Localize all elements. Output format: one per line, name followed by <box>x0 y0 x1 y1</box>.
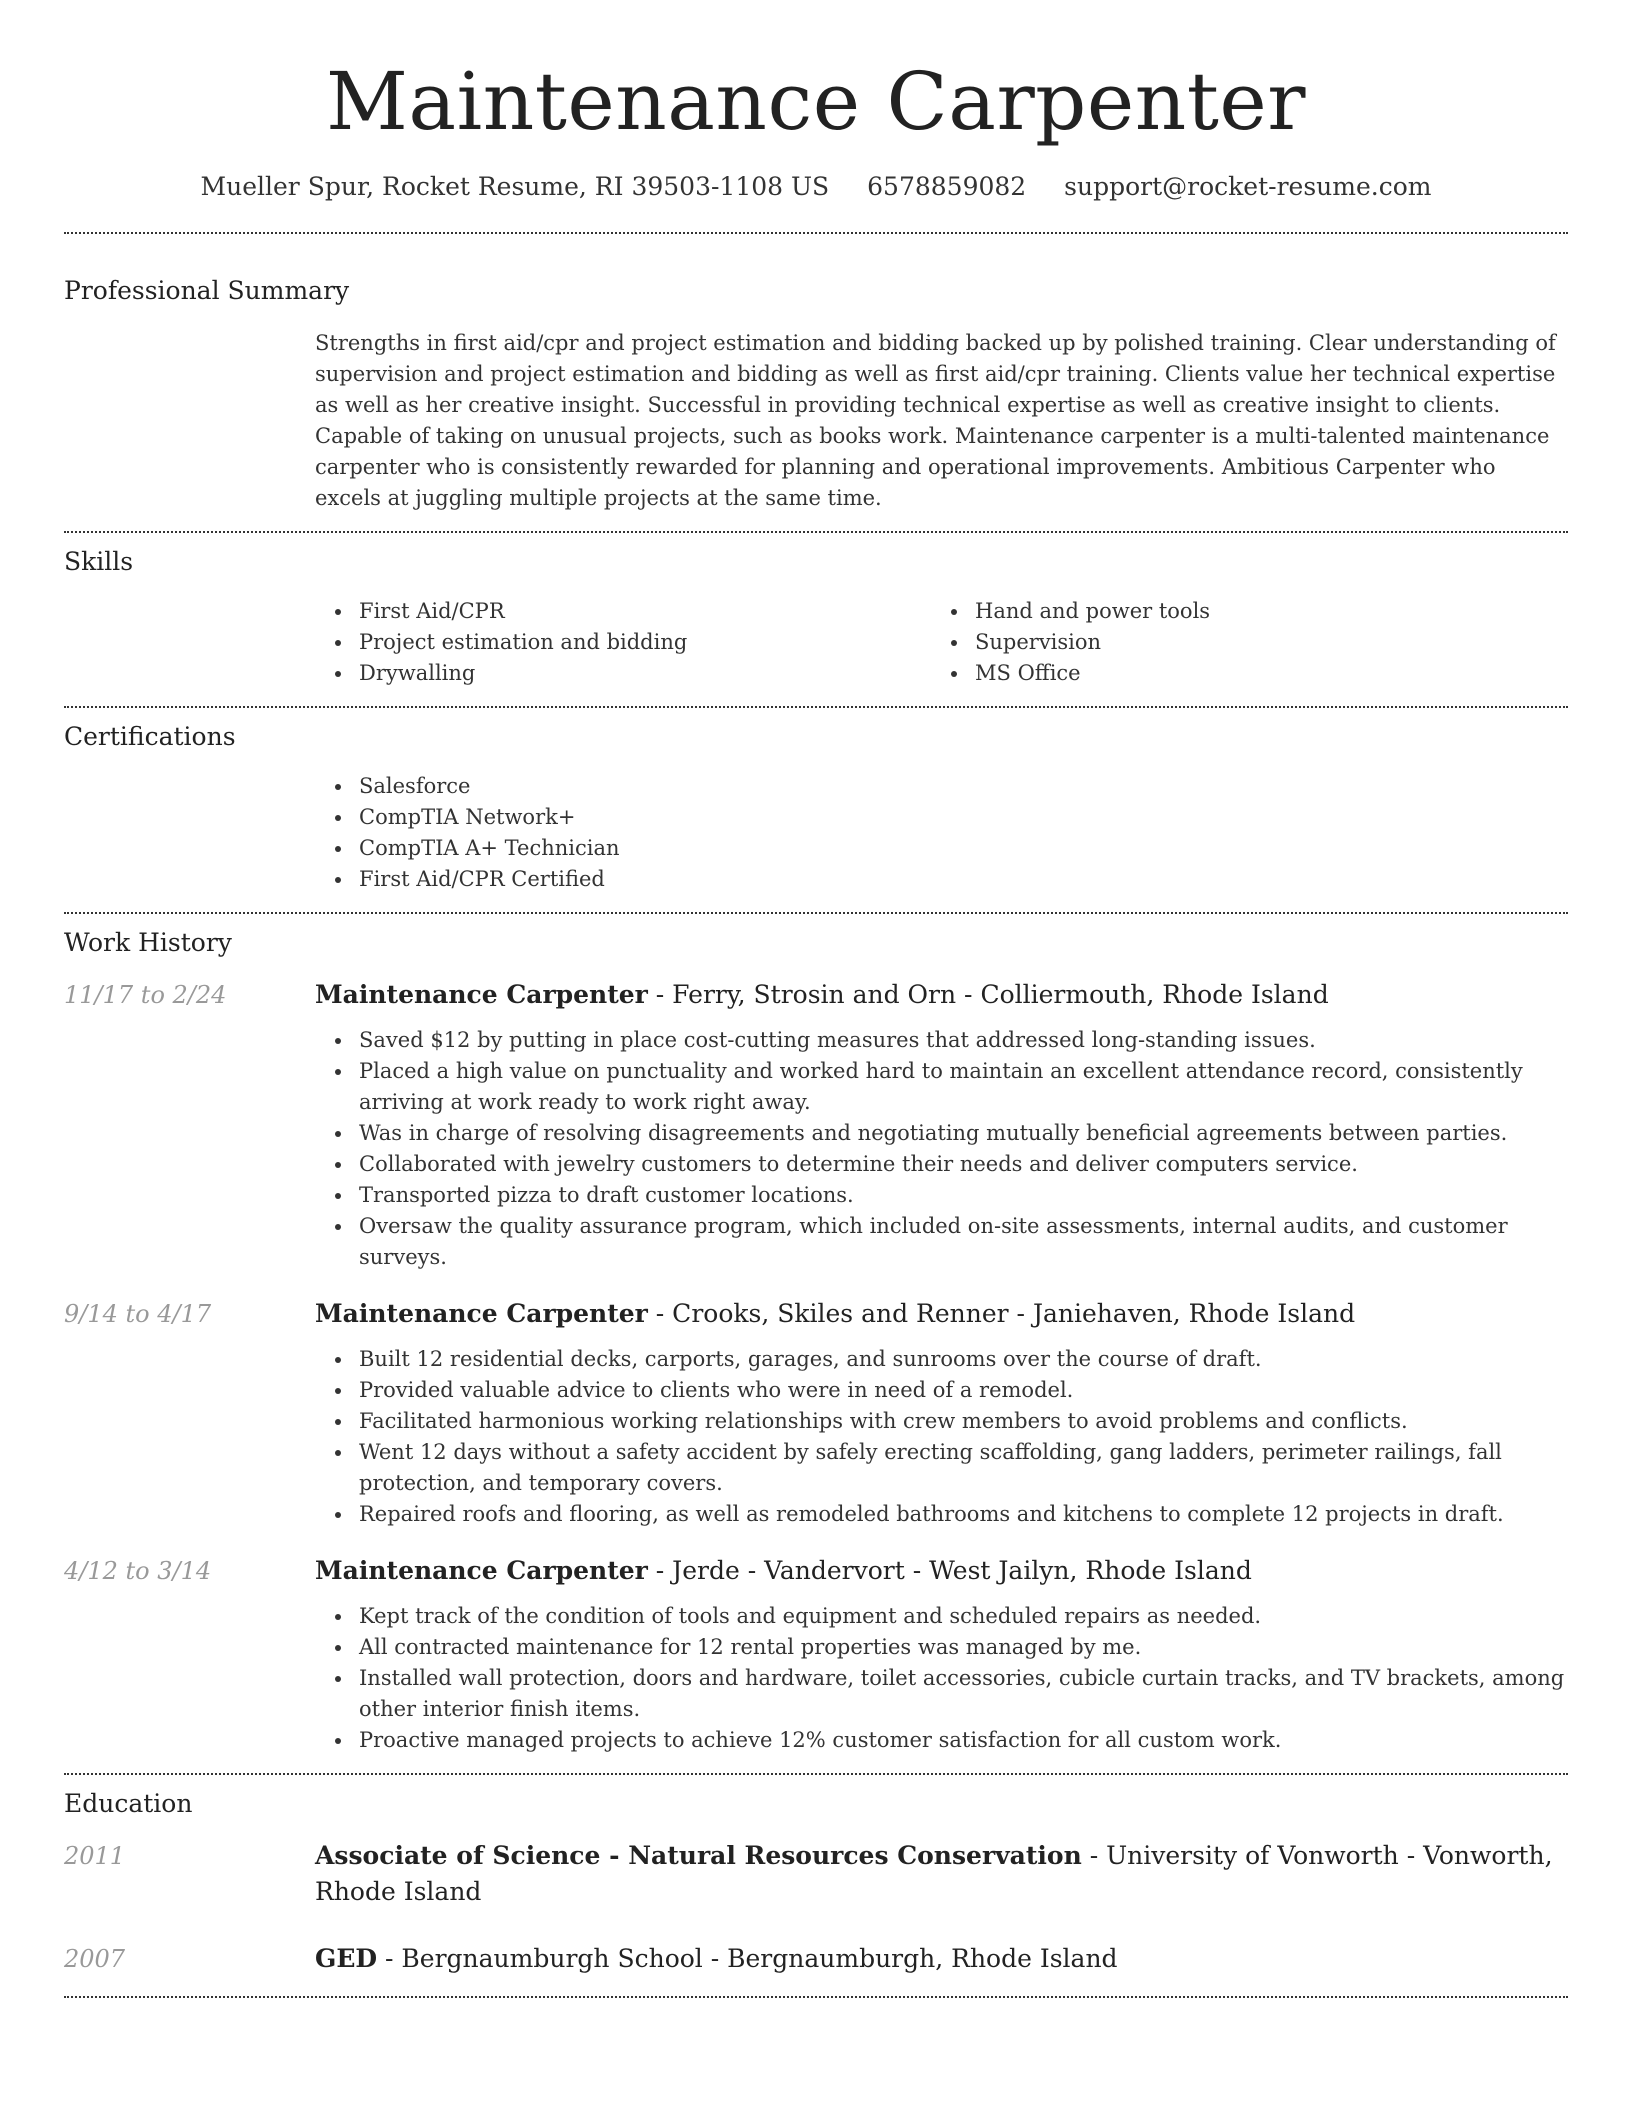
job-title <box>315 1553 1568 1589</box>
education-section <box>64 1789 1568 1977</box>
job-bullets <box>315 1025 1568 1273</box>
list-item: Collaborated with jewelry customers to determine their needs and deliver computers service. <box>315 1149 1568 1180</box>
education-details <box>315 1838 1568 1910</box>
divider <box>64 912 1568 914</box>
job-company: - Ferry, Strosin and Orn - Colliermouth, Rhode Island <box>647 980 1329 1009</box>
list-item: Went 12 days without a safety accident by safely erecting scaffolding, gang ladders, perimeter railings, fall protection, and temporary covers. <box>315 1437 1568 1499</box>
contact-line <box>64 172 1568 201</box>
job-dates: 4/12 to 3/14 <box>64 1557 212 1585</box>
divider <box>64 1996 1568 1998</box>
job-role: Maintenance Carpenter <box>315 1299 648 1328</box>
list-item: Transported pizza to draft customer locations. <box>315 1180 1568 1211</box>
work-section <box>64 928 1568 1756</box>
candidate-name: Maintenance Carpenter <box>326 55 1306 148</box>
degree: GED <box>315 1944 378 1973</box>
section-title-summary: Professional Summary <box>64 276 350 305</box>
list-item: Provided valuable advice to clients who were in need of a remodel. <box>315 1375 1568 1406</box>
skills-column-1 <box>315 596 931 689</box>
list-item: Saved $12 by putting in place cost-cutting measures that addressed long-standing issues. <box>315 1025 1568 1056</box>
skills-column-2 <box>931 596 1547 689</box>
list-item: CompTIA A+ Technician <box>315 833 1568 864</box>
job-bullets <box>315 1344 1568 1530</box>
section-title-skills: Skills <box>64 547 134 576</box>
list-item: Installed wall protection, doors and hardware, toilet accessories, cubicle curtain tracks, and TV brackets, among other interior finish items. <box>315 1663 1568 1725</box>
job-company: - Crooks, Skiles and Renner - Janiehaven, Rhode Island <box>647 1299 1356 1328</box>
list-item: Built 12 residential decks, carports, garages, and sunrooms over the course of draft. <box>315 1344 1568 1375</box>
job-role: Maintenance Carpenter <box>315 1556 648 1585</box>
divider <box>64 1773 1568 1775</box>
list-item: Repaired roofs and flooring, as well as remodeled bathrooms and kitchens to complete 12 projects in draft. <box>315 1499 1568 1530</box>
divider <box>64 531 1568 533</box>
skills-list <box>315 596 1568 689</box>
list-item: Placed a high value on punctuality and worked hard to maintain an excellent attendance record, consistently arriving at work ready to work right away. <box>315 1056 1568 1118</box>
education-details <box>315 1941 1568 1977</box>
certifications-section <box>64 722 1568 895</box>
job-role: Maintenance Carpenter <box>315 980 648 1009</box>
job-entry <box>64 977 1568 1273</box>
address: Mueller Spur, Rocket Resume, RI 39503-1108 US <box>200 172 830 201</box>
phone: 6578859082 <box>867 172 1027 201</box>
divider <box>64 232 1568 234</box>
list-item: All contracted maintenance for 12 rental properties was managed by me. <box>315 1632 1568 1663</box>
list-item: Drywalling <box>315 658 931 689</box>
job-company: - Jerde - Vandervort - West Jailyn, Rhode Island <box>647 1556 1252 1585</box>
email: support@rocket-resume.com <box>1064 172 1432 201</box>
job-title <box>315 977 1568 1013</box>
list-item: CompTIA Network+ <box>315 802 1568 833</box>
job-bullets <box>315 1601 1568 1756</box>
resume-header <box>64 0 1568 201</box>
school: - Bergnaumburgh School - Bergnaumburgh, Rhode Island <box>377 1944 1118 1973</box>
education-entry <box>64 1838 1568 1910</box>
school: - University of Vonworth - Vonworth, Rhode Island <box>315 1841 1553 1906</box>
list-item: Facilitated harmonious working relationships with crew members to avoid problems and conflicts. <box>315 1406 1568 1437</box>
section-title-work: Work History <box>64 928 232 957</box>
list-item: Supervision <box>931 627 1547 658</box>
job-title <box>315 1296 1568 1332</box>
job-entry <box>64 1553 1568 1756</box>
list-item: Hand and power tools <box>931 596 1547 627</box>
job-details <box>315 1553 1568 1756</box>
section-title-education: Education <box>64 1789 193 1818</box>
list-item: Was in charge of resolving disagreements and negotiating mutually beneficial agreements between parties. <box>315 1118 1568 1149</box>
list-item: Salesforce <box>315 771 1568 802</box>
skills-section <box>64 547 1568 689</box>
job-dates: 11/17 to 2/24 <box>64 981 227 1009</box>
list-item: First Aid/CPR Certified <box>315 864 1568 895</box>
list-item: Kept track of the condition of tools and equipment and scheduled repairs as needed. <box>315 1601 1568 1632</box>
education-entry <box>64 1941 1568 1977</box>
summary-section <box>64 276 1568 514</box>
divider <box>64 706 1568 708</box>
job-entry <box>64 1296 1568 1530</box>
job-details <box>315 977 1568 1273</box>
certifications-list <box>315 771 1568 895</box>
degree: Associate of Science - Natural Resources Conservation <box>315 1841 1082 1870</box>
job-details <box>315 1296 1568 1530</box>
list-item: MS Office <box>931 658 1547 689</box>
list-item: Oversaw the quality assurance program, which included on-site assessments, internal audits, and customer surveys. <box>315 1211 1568 1273</box>
education-year: 2007 <box>64 1945 126 1973</box>
list-item: Proactive managed projects to achieve 12% customer satisfaction for all custom work. <box>315 1725 1568 1756</box>
job-dates: 9/14 to 4/17 <box>64 1300 212 1328</box>
summary-text: Strengths in first aid/cpr and project estimation and bidding backed up by polished training. Clear understanding of supervision and project estimation and bidding as well as first aid/cpr training. Clients value her technical expertise as well as her creative insight. Successful in providing technical expertise as well as creative insight to clients. Capable of taking on unusual projects, such as books work. Maintenance carpenter is a multi-talented maintenance carpenter who is consistently rewarded for planning and operational improvements. Ambitious Carpenter who excels at juggling multiple projects at the same time. <box>315 331 1556 510</box>
section-title-certifications: Certifications <box>64 722 236 751</box>
list-item: Project estimation and bidding <box>315 627 931 658</box>
education-year: 2011 <box>64 1842 126 1870</box>
list-item: First Aid/CPR <box>315 596 931 627</box>
